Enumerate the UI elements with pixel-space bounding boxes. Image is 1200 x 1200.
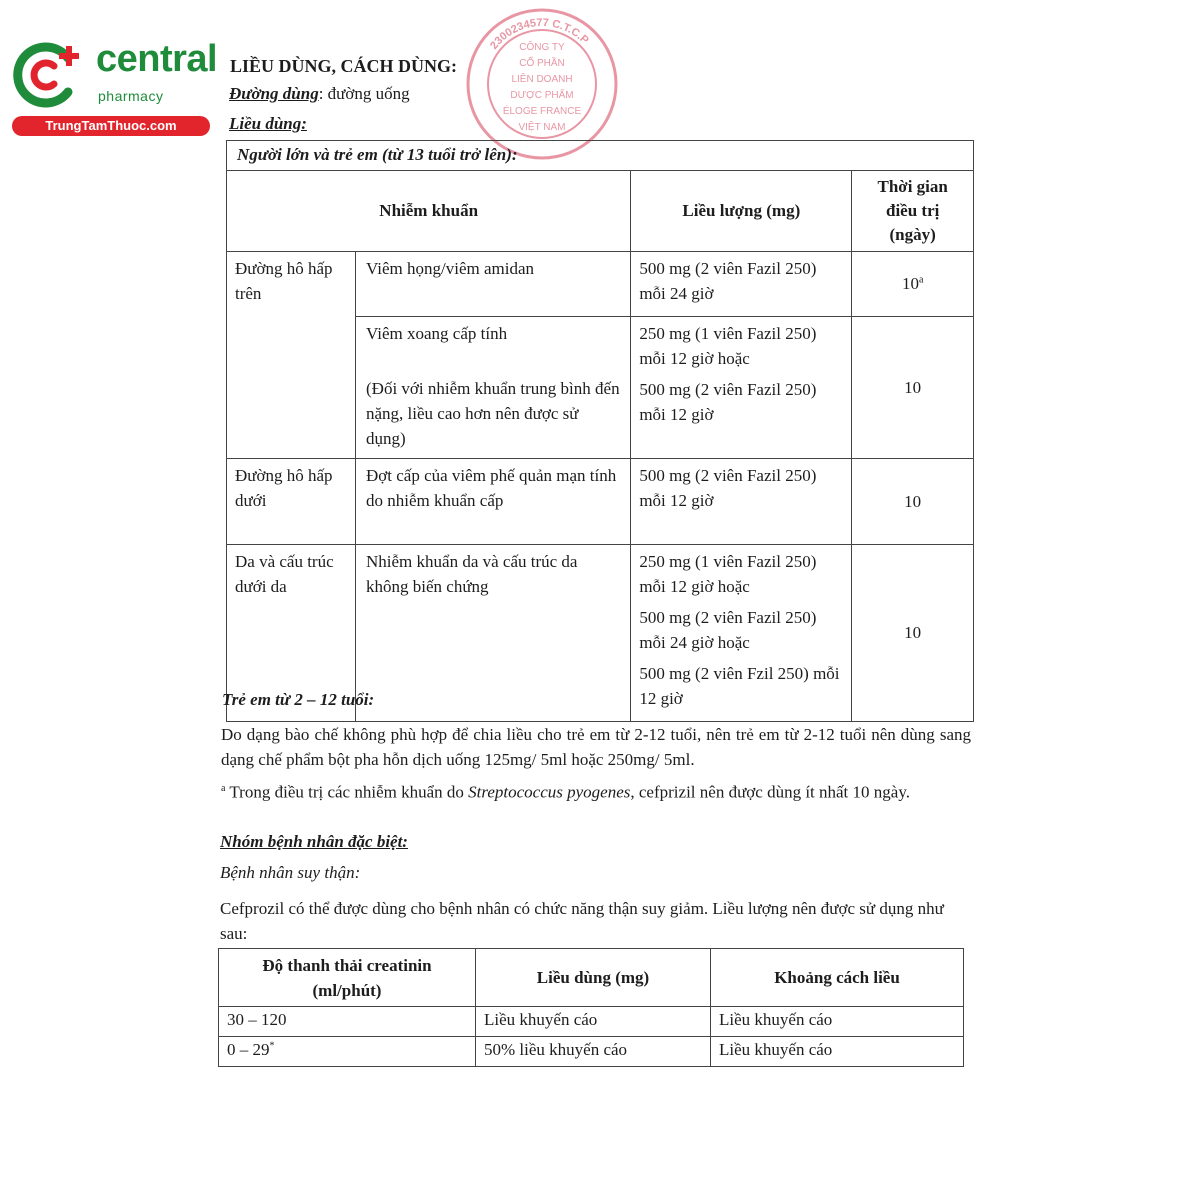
table2-header-interval: Khoảng cách liều	[711, 949, 964, 1007]
table1-days: 10	[852, 545, 974, 722]
dose-line: 500 mg (2 viên Fazil 250) mỗi 12 giờ	[639, 466, 817, 510]
days-footnote-mark: a	[918, 274, 924, 286]
table1-caption: Người lớn và trẻ em (từ 13 tuổi trở lên):	[227, 141, 974, 171]
table1-dose	[631, 252, 852, 317]
table2-interval: Liều khuyến cáo	[711, 1007, 964, 1037]
renal-text: Cefprozil có thể được dùng cho bệnh nhân có chức năng thận suy giảm. Liều lượng nên được sử dụng như sau:	[220, 899, 944, 943]
infection-name: Viêm xoang cấp tính	[366, 324, 508, 343]
dose-line: 250 mg (1 viên Fazil 250) mỗi 12 giờ hoặc	[639, 324, 817, 368]
central-logo-icon	[10, 40, 84, 110]
table2-clearance	[219, 1037, 476, 1067]
clearance-value: 0 – 29	[227, 1040, 270, 1059]
route-label: Đường dùng	[229, 84, 319, 103]
table1-days: 10	[852, 459, 974, 545]
clearance-value: 30 – 120	[227, 1010, 287, 1029]
footnote-post: , cefprizil nên được dùng ít nhất 10 ngày.	[630, 782, 910, 802]
special-title: Nhóm bệnh nhân đặc biệt:	[220, 832, 408, 851]
svg-text:2300234577 C.T.C.P: 2300234577 C.T.C.P	[488, 16, 591, 52]
table1-site: Đường hô hấp dưới	[227, 459, 356, 545]
table1-days: 10	[852, 317, 974, 459]
table2-dose: Liều khuyến cáo	[476, 1007, 711, 1037]
table1-site: Da và cấu trúc dưới da	[227, 545, 356, 722]
brand-logo	[10, 36, 218, 136]
svg-text:CỔ PHẦN: CỔ PHẦN	[519, 58, 565, 69]
section-heading: LIỀU DÙNG, CÁCH DÙNG:	[230, 56, 458, 76]
renal-title: Bệnh nhân suy thận:	[220, 863, 361, 882]
route-line	[229, 84, 410, 104]
table1-dose	[631, 317, 852, 459]
infection-note: (Đối với nhiễm khuẩn trung bình đến nặng, liều cao hơn nên được sử dụng)	[366, 379, 620, 448]
days-value: 10	[901, 274, 919, 293]
dose-line: 500 mg (2 viên Fzil 250) mỗi 12 giờ	[639, 664, 840, 708]
table2-header-dose: Liều dùng (mg)	[476, 949, 711, 1007]
svg-text:DƯỢC PHẨM: DƯỢC PHẨM	[510, 90, 574, 101]
brand-name: central	[96, 38, 218, 80]
table1-header-days: Thời gian điều trị (ngày)	[852, 171, 974, 252]
table1-infection: Đợt cấp của viêm phế quản mạn tính do nhiễm khuẩn cấp	[356, 459, 631, 545]
svg-text:LIÊN DOANH: LIÊN DOANH	[511, 74, 573, 85]
table1-infection: Viêm họng/viêm amidan	[356, 252, 631, 317]
route-value: : đường uống	[318, 84, 410, 103]
brand-sub: pharmacy	[98, 88, 164, 104]
table2-dose: 50% liều khuyến cáo	[476, 1037, 711, 1067]
dose-line: 500 mg (2 viên Fazil 250) mỗi 12 giờ	[639, 380, 817, 424]
table1-infection: Nhiễm khuẩn da và cấu trúc da không biến chứng	[356, 545, 631, 722]
svg-text:VIỆT NAM: VIỆT NAM	[518, 122, 566, 133]
table1-dose	[631, 459, 852, 545]
footnote-pre: Trong điều trị các nhiễm khuẩn do	[225, 782, 469, 802]
dose-label: Liều dùng:	[229, 114, 307, 133]
table1-header-infection: Nhiễm khuẩn	[227, 171, 631, 252]
svg-text:ÉLOGE FRANCE: ÉLOGE FRANCE	[502, 106, 582, 117]
table1-days	[852, 252, 974, 317]
footnote	[221, 776, 971, 805]
dose-line: 250 mg (1 viên Fazil 250) mỗi 12 giờ hoặc	[639, 552, 817, 596]
brand-site: TrungTamThuoc.com	[12, 116, 210, 136]
table2-interval: Liều khuyến cáo	[711, 1037, 964, 1067]
dose-line: 500 mg (2 viên Fazil 250) mỗi 24 giờ	[639, 259, 817, 303]
dose-line: 500 mg (2 viên Fazil 250) mỗi 24 giờ hoặc	[639, 608, 817, 652]
children-title: Trẻ em từ 2 – 12 tuổi:	[222, 690, 375, 709]
footnote-mark: a	[221, 783, 226, 794]
svg-text:CÔNG TY: CÔNG TY	[519, 42, 565, 53]
table1-header-dose: Liều lượng (mg)	[631, 171, 852, 252]
children-text: Do dạng bào chế không phù hợp để chia liều cho trẻ em từ 2-12 tuổi, nên trẻ em từ 2-12 tuổi nên dùng sang dạng chế phẩm bột pha hỗn dịch uống 125mg/ 5ml hoặc 250mg/ 5ml.	[221, 725, 971, 769]
clearance-mark: *	[269, 1040, 275, 1052]
table1-infection	[356, 317, 631, 459]
table2-clearance	[219, 1007, 476, 1037]
table1-site: Đường hô hấp trên	[227, 252, 356, 459]
adult-dosage-table	[226, 140, 974, 722]
table2-header-clearance: Độ thanh thải creatinin (ml/phút)	[219, 949, 476, 1007]
renal-dosage-table	[218, 948, 964, 1067]
footnote-species: Streptococcus pyogenes	[468, 782, 631, 802]
table1-dose	[631, 545, 852, 722]
